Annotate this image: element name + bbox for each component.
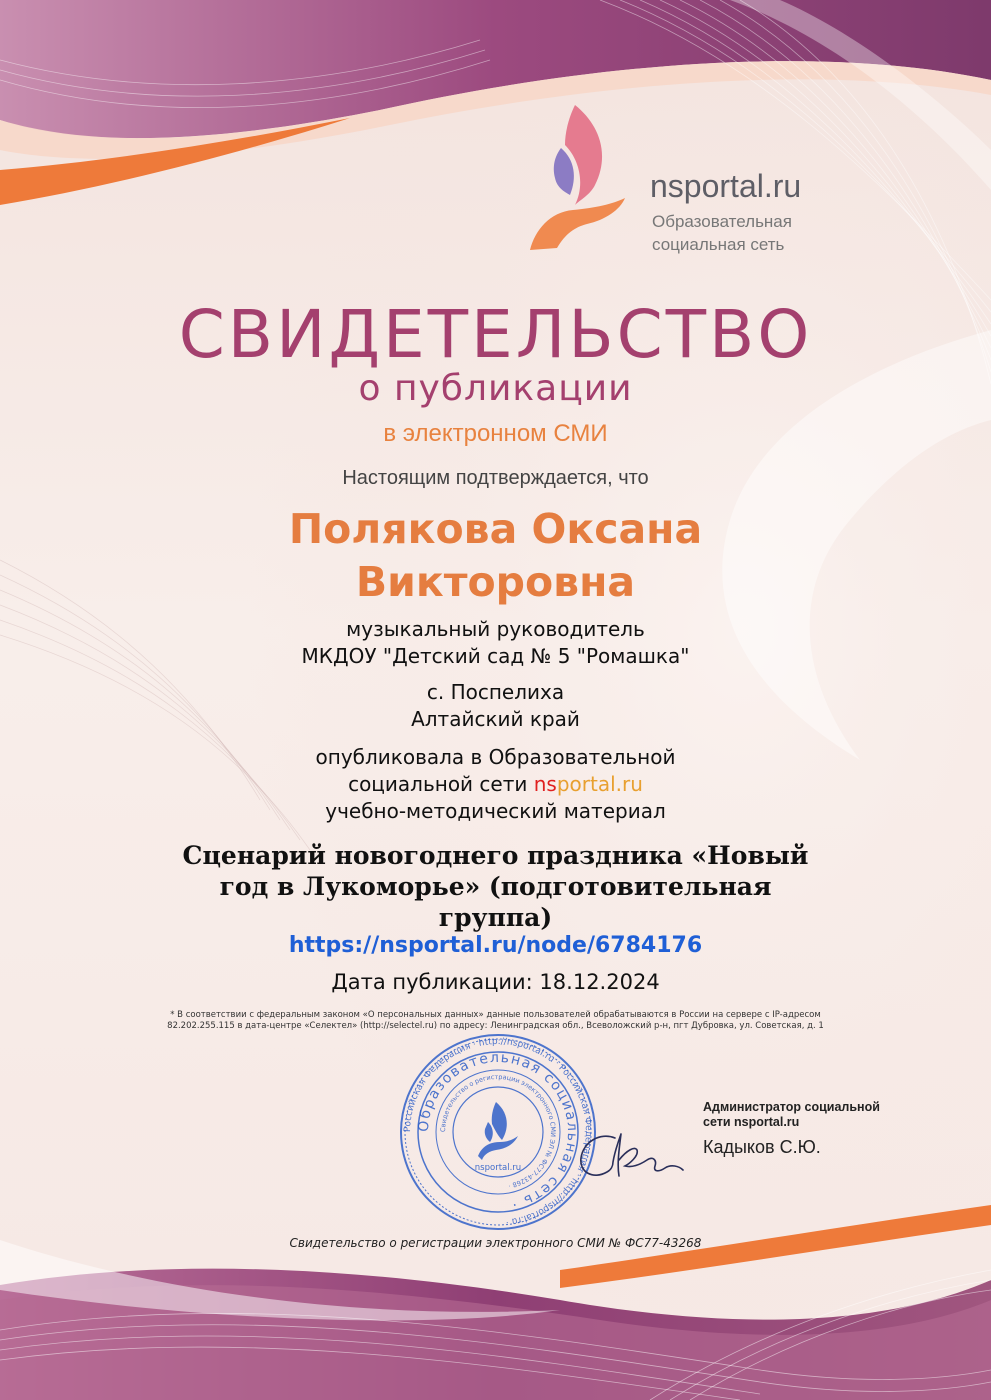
person-name: Викторовна — [355, 558, 636, 606]
stamp-inner-text: Свидетельство о регистрации электронного СМИ ЭЛ № ФС77-43268 · — [438, 1072, 558, 1190]
legal-note-line: * В соответствии с федеральным законом «О персональных данных» данные пользователей обрабатываются в России на сервере с IP-адресом — [170, 1010, 821, 1020]
person-locality: с. Поспелиха — [426, 680, 565, 704]
admin-name: Кадыков С.Ю. — [703, 1137, 821, 1157]
published-text: опубликовала в Образовательной — [315, 745, 676, 769]
admin-role — [703, 1100, 880, 1130]
admin-role-line: Администратор социальной — [703, 1100, 880, 1114]
material-title-line: Сценарий новогоднего праздника «Новый — [182, 841, 809, 870]
material-title-line: год в Лукоморье» (подготовительная — [219, 872, 772, 901]
stamp-middle-text: Образовательная социальная сеть · — [415, 1049, 581, 1213]
confirm-text: Настоящим подтверждается, что — [342, 467, 649, 489]
material-type: учебно-методический материал — [325, 799, 666, 823]
certificate-subtitle: о публикации — [358, 368, 633, 409]
stamp-logo-icon — [478, 1102, 518, 1160]
logo-tagline: Образовательная — [652, 212, 792, 231]
site-name-portal: portal.ru — [556, 772, 643, 796]
material-title-line: группа) — [438, 903, 553, 932]
legal-note — [120, 1010, 871, 1032]
site-name-ns: ns — [533, 772, 557, 796]
material-title — [140, 840, 851, 933]
published-text — [0, 772, 991, 796]
person-organization: МКДОУ "Детский сад № 5 "Ромашка" — [301, 644, 690, 668]
flame-hand-icon — [525, 100, 635, 260]
stamp-center-label: nsportal.ru — [474, 1163, 522, 1173]
logo-tagline: социальная сеть — [652, 235, 785, 254]
person-region: Алтайский край — [411, 707, 580, 731]
admin-role-line: сети nsportal.ru — [703, 1115, 800, 1129]
registration-note: Свидетельство о регистрации электронного СМИ № ФС77-43268 — [289, 1236, 702, 1250]
logo-site-name: nsportal.ru — [650, 168, 802, 204]
publication-date: Дата публикации: 18.12.2024 — [331, 970, 660, 994]
admin-signature — [575, 1120, 695, 1200]
material-link[interactable]: https://nsportal.ru/node/6784176 — [288, 933, 703, 958]
person-name: Полякова Оксана — [288, 505, 703, 553]
published-text-prefix: социальной сети — [348, 772, 534, 796]
stamp-outer-text: Российская Федерация · http://nsportal.ru · Российская Федерация · http://nsportal.ru · — [402, 1036, 594, 1227]
official-stamp — [398, 1032, 598, 1232]
certificate-title: СВИДЕТЕЛЬСТВО — [178, 296, 813, 373]
person-position: музыкальный руководитель — [346, 617, 645, 641]
legal-note-line: 82.202.255.115 в дата-центре «Селектел» (http://selectel.ru) по адресу: Ленинградская обл., Всеволожский р-н, пгт Дубровка, ул. Советская, д. 1 — [167, 1021, 824, 1031]
certificate-subtitle-2: в электронном СМИ — [383, 420, 608, 447]
